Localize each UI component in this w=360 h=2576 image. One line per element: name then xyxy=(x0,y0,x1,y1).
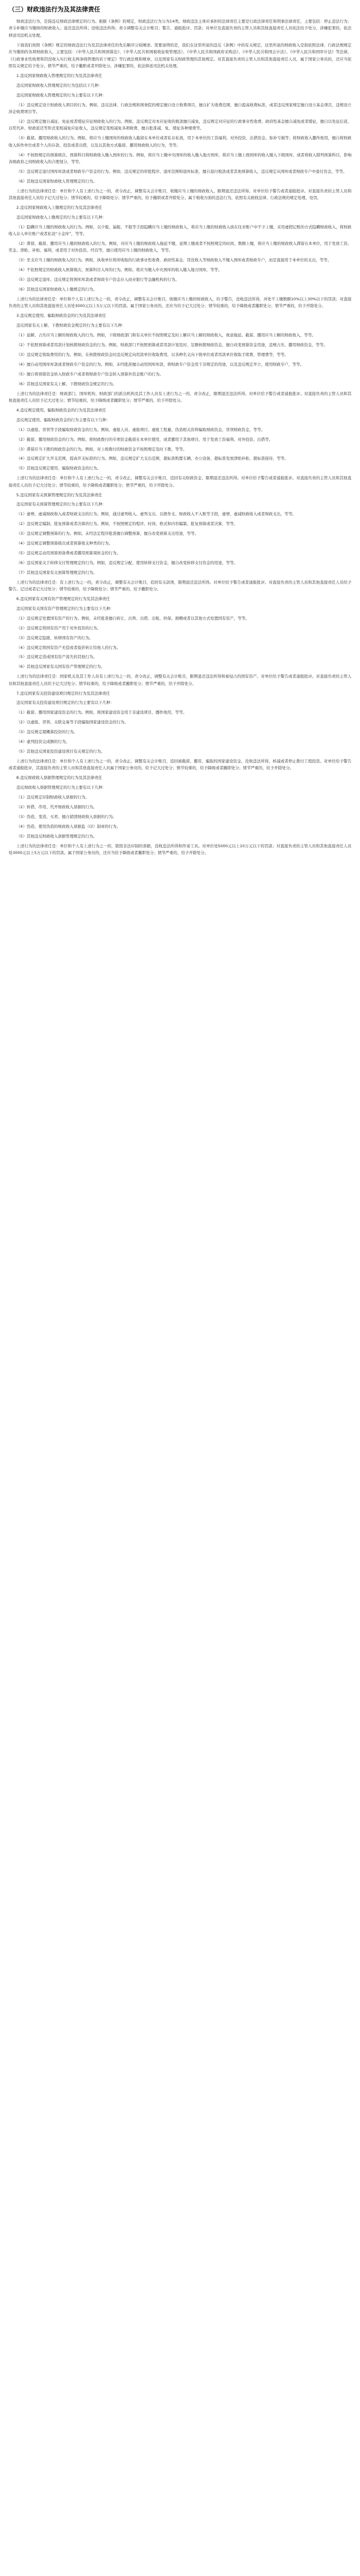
body-paragraph: （6）其他违反国家有关国有资产管理规定的行为。 xyxy=(16,664,105,670)
body-paragraph: （1）隐瞒应当上缴的财政收入的行为。例如，以少报、漏报、不报等手段隐瞒应当上缴的财政收入，将应当上缴的财政收入放在往来账户中不予上缴，采用虚假记账的方式隐瞒财政收入，将财政收入存入单位账户或者私设“小金库”，等等。 xyxy=(9,224,351,237)
body-paragraph: （2）转借、串用、代开财政收入票据的行为。 xyxy=(16,804,97,809)
body-paragraph: （6）其他违反国家财政收入上缴规定的行为。 xyxy=(16,287,97,292)
body-paragraph: 违反规定使用、骗取财政资金的行为主要有以下几种： xyxy=(16,417,111,422)
body-paragraph: （5）其他违反规定使用、骗取财政资金的行为。 xyxy=(16,466,101,471)
body-paragraph: （5）违反规定动用预算预备费或者挪用预算周转金的行为。 xyxy=(16,550,121,555)
body-paragraph: （4）违反规定将国有资产无偿或者低价转让给他人的行为。 xyxy=(16,645,121,650)
body-paragraph: 违反财政收入票据管理规定的行为主要有以下几种： xyxy=(16,785,106,791)
document-body xyxy=(9,18,351,856)
body-paragraph: （5）违反规定退库、违反规定将国库库款或者财政专户资金存入商业银行等金融机构的行为。 xyxy=(16,277,179,283)
body-paragraph: （3）截留、挪用财政收入的行为。例如，将应当上缴国库的财政收入截留在本单位或者私存私放，用于本单位的工资福利、对外投资、出借资金、弥补亏损等；将财政收入挪作他用，擅自将财政收入转作单位或者个人的存款、投资或者出借，以及以其他方式截留、挪用财政收入的行为，等等。 xyxy=(9,136,351,148)
section-heading: 2.违反国家财政收入上缴规定的行为及其法律责任 xyxy=(16,204,103,210)
page-title: （三）财政违法行为及其法律责任 xyxy=(9,7,100,13)
body-paragraph: 上述行为的法律责任是：单位和个人有上述行为之一的，责令改正，调整有关会计账目，收缴应当上缴的财政收入，给予警告，没收违法所得，并处不上缴数额10%以上30%以下的罚款；对直接负责的主管人员和其他直接责任人员处3000元以上5万元以下的罚款。属于国家公务员的，还应当给予记大过处分；情节较重的，给予降级或者撤职处分；情节严重的，给予开除处分。 xyxy=(9,297,351,309)
body-paragraph: （3）违反规定调整预算的行为。例如，未经法定程序批准擅自调整预算，擅自改变预算支出用途，等等。 xyxy=(16,531,199,537)
body-paragraph: 上述行为的法律责任是：国家机关及其工作人员有上述行为之一的，责令改正，调整有关会计账目，限期退还违法所得和被侵占的国有资产。对单位给予警告或者通报批评。对直接负责的主管人员和其他直接责任人员给予记大过处分；情节较重的，给予降级或者撤职处分；情节严重的，给予开除处分。 xyxy=(9,674,351,686)
body-paragraph: （1）违反规定设立财政收入项目的行为。例如，违反法律、行政法规和国务院的规定擅自设立收费项目，擅自扩大收费范围，擅自提高收费标准，或者违反国家规定擅自设立基金项目，违规设立涉企收费项目等。 xyxy=(9,102,351,114)
body-paragraph: （5）擅自将预算资金转入财政专户或者将财政专户资金转入预算外资金账户的行为。 xyxy=(16,371,164,377)
body-paragraph: 违反国家有关投资建设项目规定的行为主要有以下几种： xyxy=(16,700,114,706)
section-heading: 违反国家财政收入管理规定的行为主要有以下几种： xyxy=(16,92,106,98)
body-paragraph: （2）违反规定编制、批复预算或者决算的行为。例如，不按照规定的程序、时间、格式和内容编制、批复预算或者决算，等等。 xyxy=(16,521,238,527)
body-paragraph: （4）违反规定调整预算级次或者预算收支种类的行为。 xyxy=(16,541,113,546)
body-paragraph: 财政违法行为，是指违反财政法律规定的行为。根据《条例》的规定，财政违法行为分为14类。财政违法主体应承担的法律责任主要是行政法律责任和刑事法律责任，主要包括：停止违法行为；责令补缴应当缴纳的财政收入；退还违法所得；没收违法所得；责令调整有关会计账目；警告、通报批评、罚款；对单位及直接负责的主管人员和其他直接责任人员依法给予处分，涉嫌犯罪的，依法移送司法机关处理。 xyxy=(9,19,351,38)
body-paragraph: （7）其他违反国家有关预算管理规定的行为。 xyxy=(16,570,97,575)
body-paragraph: （3）违反规定收取费用的行为。例如，在核拨财政资金时违反规定向用款单位收取费用，以各种名义向下级单位或者用款单位收取手续费、管理费等，等等。 xyxy=(16,352,288,357)
body-paragraph: （3）伪造、变造、买卖、擅自销毁财政收入票据的行为。 xyxy=(16,814,117,819)
body-paragraph: （5）其他违反国家投资建设项目有关规定的行为。 xyxy=(16,749,105,754)
body-paragraph: 违反国家有关预算管理规定的行为主要有以下几种： xyxy=(16,502,106,507)
body-paragraph: （1）虚增、虚减财政收入或者财政支出的行为。例如，通过虚列收入、虚列支出、以拨作支、财政收入不入账等手段，虚增、虚减财政收入或者财政支出，等等。 xyxy=(16,512,296,517)
body-paragraph: （5）违反规定退付国库库款或者财政专户资金的行为。例如，违反规定的审批程序、退库范围和退库标准，擅自退付税款或者其他预算收入，违反规定从国库或者财政专户中退付资金，等等。 xyxy=(16,168,347,174)
body-paragraph: （4）不依照规定的财政收入预算级次、预算科目入库的行为。例如，将应当缴入中央国库的收入缴入地方国库，等等。 xyxy=(16,267,222,273)
body-paragraph: （6）其他违反国家财政收入管理规定的行为。 xyxy=(16,178,97,184)
body-paragraph: （3）坐支应当上缴的财政收入的行为。例如，执收单位将所收取的行政事业性收费、政府性基金、罚没收入等财政收入不缴入国库或者财政专户，而是直接用于本单位的支出，等等。 xyxy=(16,258,332,263)
body-paragraph: （2）违反规定将国有资产用于对外投资的行为。 xyxy=(16,625,101,631)
section-heading: 7.违反国家有关投资建设项目规定的行为及其法律责任 xyxy=(16,690,110,696)
body-paragraph: 违反国家财政收入上缴规定的行为主要有以下几种： xyxy=(16,214,106,220)
body-paragraph: 上述行为的法律责任是：有上述行为之一的，责令改正，调整有关会计账目，追回有关款项，限期退还违法所得。对单位给予警告或者通报批评。对直接负责的主管人员和其他直接责任人员给予警告、记过或者记大过处分；情节较重的，给予降级处分；情节严重的，给予撤职处分。 xyxy=(9,579,351,592)
body-paragraph: 上述行为的法律责任是：单位和个人有上述行为之一的，责令改正，调整有关会计账目，追回被截留、挪用、骗取的国家建设资金，没收违法所得，核减或者停止拨付工程投资。对单位给予警告或者通报批评，其直接负责的主管人员和其他直接责任人员属于国家公务员的，给予记大过处分；情节较重的，给予降级或者撤职处分；情节严重的，给予开除处分。 xyxy=(9,758,351,771)
section-heading: 5.违反国家有关预算管理规定的行为及其法律责任 xyxy=(16,492,103,497)
body-paragraph: （2）滞留、截留、挪用应当上缴的财政收入的行为。例如，对应当上缴的财政收入拖延不缴，延期上缴或者不按照规定的时间、数额上缴，将应当上缴的财政收入滞留在本单位，用于发放工资、奖金、津贴、补贴、福利，或者用于对外投资、经营等，擅自使用应当上缴的财政收入，等等。 xyxy=(9,241,351,253)
body-paragraph: （1）以虚报、冒领等手段骗取财政资金的行为。例如，虚报人员、虚报项目、虚报工程量、伪造相关资料骗取财政资金，冒领财政资金，等等。 xyxy=(16,427,265,432)
body-paragraph: 上述行为的法律责任是：单位和个人有上述行为之一的，销毁非法印制的票据，没收违法所得和作案工具。对单位处5000元以上10万元以下的罚款；对直接负责的主管人员和其他直接责任人员处3000元以上5万元以下的罚款。属于国家公务员的，还应当给予降级或者撤职处分；情节严重的，给予开除处分。 xyxy=(9,843,351,855)
body-paragraph: （2）违反规定擅自减征、免征或者缓征应征财政收入的行为。例如，违反规定对本应征收的税款擅自减免，违反规定对应征的行政事业性收费、政府性基金擅自减免或者缓征，擅自以先征后返、以奖代补、财政返还等形式变相减免应征收入，违反规定变相减免各项税费，擅自批准减、免、缓征各种规费等。 xyxy=(9,118,351,131)
body-paragraph: （2）不依照预算或者用款计划核拨财政资金的行为。例如，财政部门不按照预算或者用款计划及时、足额核拨财政资金，擅自改变预算资金用途，违规占压、挪用财政资金，等等。 xyxy=(16,342,328,348)
section-heading: 6.违反国家有关国有资产管理规定的行为及其法律责任 xyxy=(16,596,110,601)
body-paragraph: （5）其他违反财政收入票据管理规定的行为。 xyxy=(16,833,97,839)
body-paragraph: （4）不按照规定的预算级次、预算科目将财政收入缴入国库的行为。例如，将应当上缴中央国库的收入缴入地方国库，将应当上缴上级国库的收入缴入下级国库，或者将收入错列预算科目，影响各级政府之间财政收入的合理划分，等等。 xyxy=(9,152,351,164)
body-paragraph: （6）违反国家关于转移支付管理规定的行为。例如，违反规定分配、使用转移支付资金，擅自改变转移支付资金的用途，等等。 xyxy=(16,560,238,565)
body-paragraph: 违反国家有关国有资产管理规定的行为主要有以下几种： xyxy=(16,606,114,611)
body-paragraph: （4）违反规定扩大开支范围，提高开支标准的行为。例如，违反规定扩大支出范围，超标准购置车辆、办公设备，超标准发放津贴补贴，超标准接待，等等。 xyxy=(16,456,288,461)
body-paragraph: （3）违反规定隐匿、转移国有资产的行为。 xyxy=(16,635,94,640)
body-paragraph: （5）违反规定造成国有资产流失的其他行为。 xyxy=(16,654,97,660)
body-paragraph: 违反国家有关上解、下拨财政资金规定的行为主要有以下几种： xyxy=(16,323,126,328)
section-heading: 4.违反规定使用、骗取财政资金的行为及其法律责任 xyxy=(16,407,106,413)
body-paragraph: （2）截留、挪用财政资金的行为。例如，将财政拨付的专项资金截留在本单位使用，或者挪用于其他项目、用于发放工资福利、对外投资、出借等。 xyxy=(16,436,273,442)
section-heading: 3.违反规定使用、骗取财政资金的行为及其法律责任 xyxy=(16,313,106,319)
body-paragraph: 上述行为的法律责任是：财政部门、国库机构、财政部门的派出机构及其工作人员有上述行为之一的，责令改正，限期退还违法所得。对单位给予警告或者通报批评。对直接负责的主管人员和其他直接责任人员给予记大过处分；情节较重的，给予降级或者撤职处分；情节严重的，给予开除处分。 xyxy=(9,391,351,403)
body-paragraph: 下面我们按照《条例》规定的财政违法行为及其法律责任的先后顺序分别阐述。需要说明的是，我们在这里所说的违反《条例》中的有关规定，这里所说的财政收入是指依照法律、行政法规规定应当缴纳的各项财政收入，主要包括：《中华人民共和国预算法》、《中华人民共和国税收征收管理法》、《中华人民共和国政府采购法》、《中华人民共和国会计法》、《中华人民共和国审计法》等法律，《行政事业性收费和罚没收入实行收支两条线管理的若干规定》等行政法规和规章，以及国家有关财政管理的其他规定。对其直接负责的主管人员和其他直接责任人员，属于国家公务员的，还应当依照有关规定给予处分。情节严重的，给予撤职或者开除处分。涉嫌犯罪的，依法移送司法机关处理。 xyxy=(9,42,351,68)
body-paragraph: （4）伪造、使用伪造的财政收入票据监（印）制章的行为。 xyxy=(16,823,121,829)
body-paragraph: （4）虚列投资完成额的行为。 xyxy=(16,739,70,745)
section-heading: 8.违反财政收入票据管理规定的行为及其法律责任 xyxy=(16,775,103,781)
body-paragraph: （3）滞留应当下拨的财政资金的行为。例如，对上级拨付的财政资金不按照规定及时下拨，等等。 xyxy=(16,446,187,452)
body-paragraph: （1）延解、占压应当上解的财政收入的行为。例如，下级财政部门和有关单位不按照规定及时上解应当上解的财政收入，故意拖延、截留、挪用应当上解的财政收入，等等。 xyxy=(16,333,316,338)
body-paragraph: （1）违反规定印制财政收入票据的行为。 xyxy=(16,795,89,800)
body-paragraph: （2）以虚报、冒领、关联交易等手段骗取国家建设资金的行为。 xyxy=(16,720,128,725)
body-paragraph: 上述行为的法律责任是：单位和个人有上述行为之一的，责令改正，调整有关会计账目，追回有关财政资金，限期退还违法所得。对单位给予警告或者通报批评。对直接负责的主管人员和其他直接责任人员给予记大过处分；情节较重的，给予降级或者撤职处分；情节严重的，给予开除处分。 xyxy=(9,476,351,488)
section-heading: 1.违反国家财政收入管理规定的行为及其法律责任 xyxy=(16,73,103,78)
body-paragraph: （6）其他违反国家有关上解、下拨财政资金规定的行为。 xyxy=(16,381,117,386)
body-paragraph: 上述行为的法律责任是：单位和个人有上述行为之一的，责令改正，调整有关会计账目，收缴应当上缴的财政收入，限期退还违法所得。对单位给予警告或者通报批评。对直接负责的主管人员和其他直接责任人员给予记大过处分；情节较重的，给予降级处分；情节严重的，给予撤职或者开除处分。属于税收方面的违法行为，依照有关税收法律、行政法规的规定处理、处罚。 xyxy=(9,188,351,201)
body-paragraph: （1）违反规定处置国有资产的行为。例如，未经批准擅自转让、出售、出借、出租、担保、捐赠或者以其他方式处置国有资产，等等。 xyxy=(16,615,249,621)
body-paragraph: （3）违反规定超概算投资的行为。 xyxy=(16,729,78,735)
body-paragraph: 违反国家财政收入管理规定的行为包括以下几种： xyxy=(16,82,103,88)
body-paragraph: （4）擅自动用国库库款或者财政专户资金的行为。例如，未经批准擅自动用国库库款，将财政专户资金用于非规定的用途，以及违反规定开立、使用财政专户，等等。 xyxy=(16,361,304,367)
body-paragraph: （1）截留、挪用国家建设资金的行为。例如，将国家建设资金用于非建设项目，挪作他用，等等。 xyxy=(16,710,187,715)
